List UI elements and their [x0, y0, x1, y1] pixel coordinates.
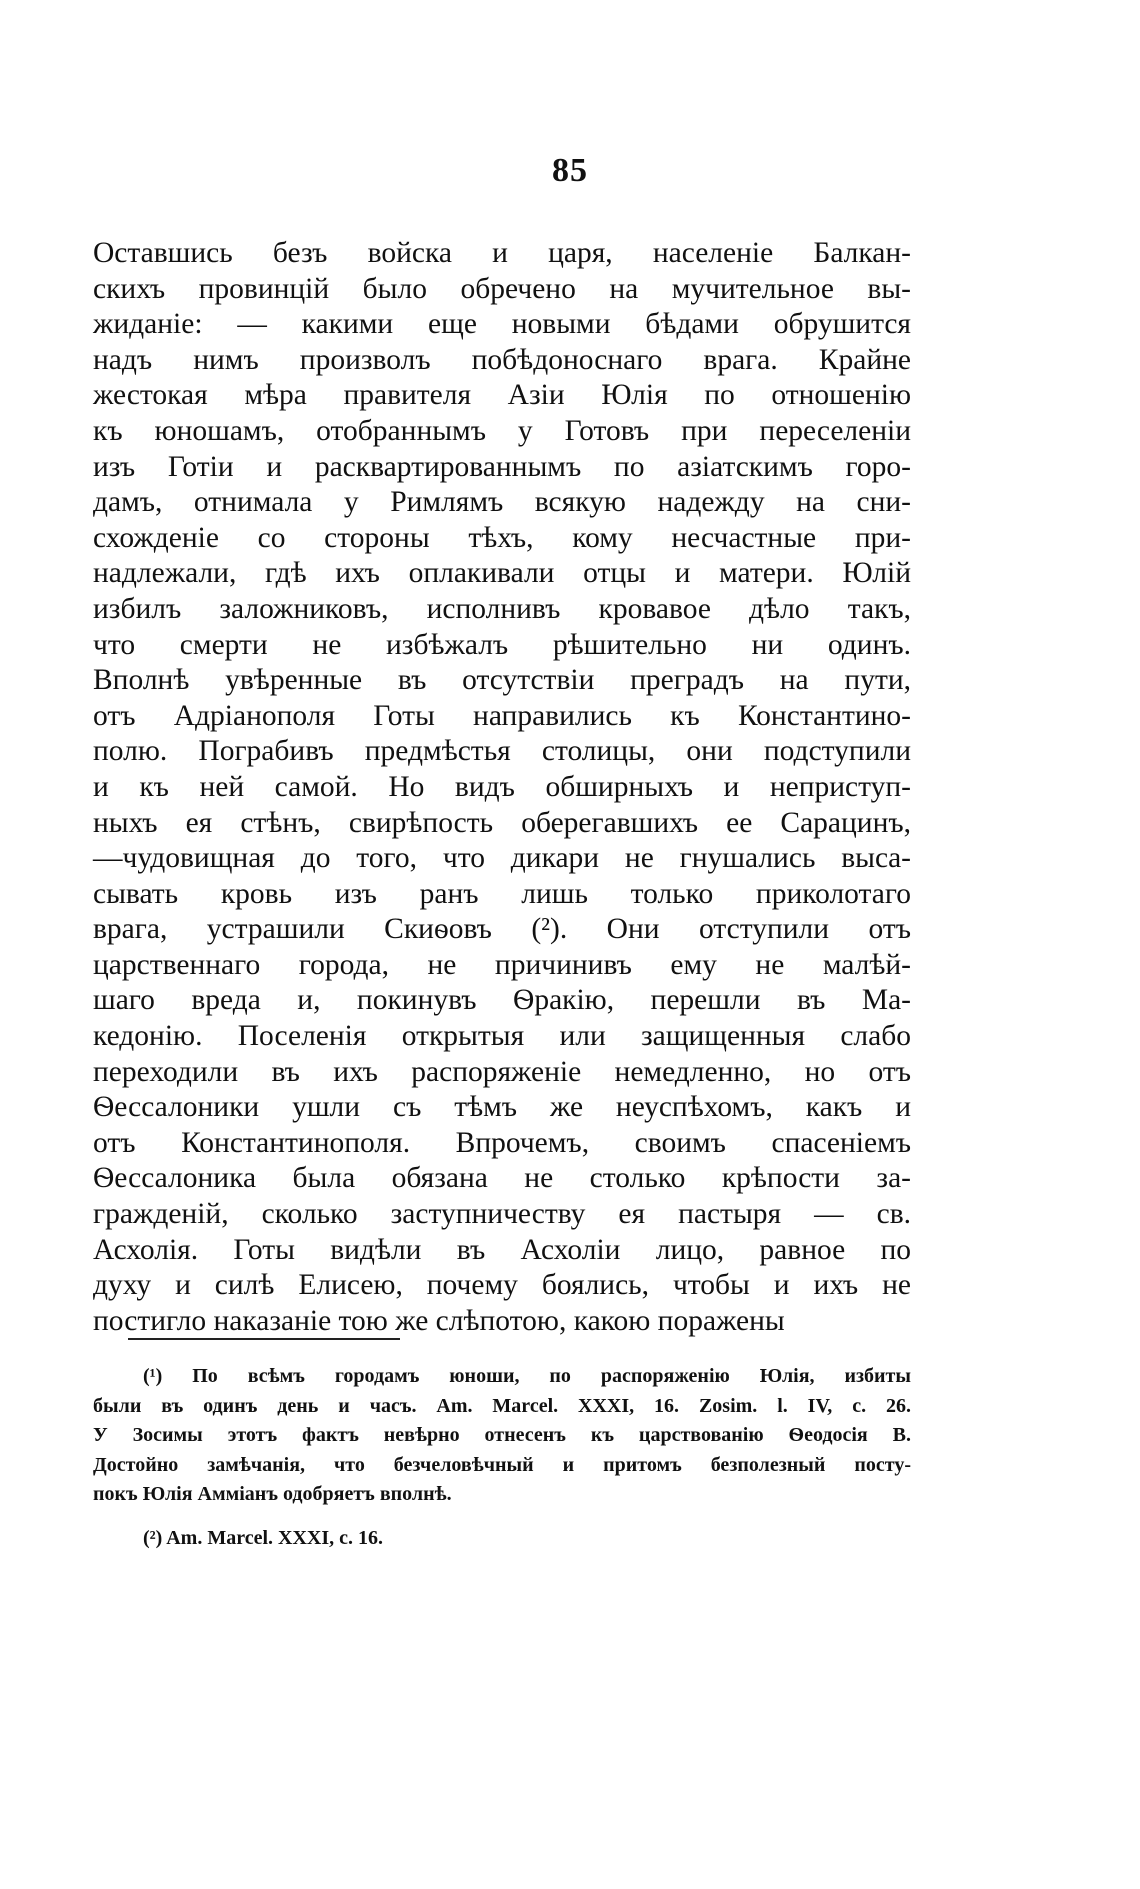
text-line: отъ Константинополя. Впрочемъ, своимъ спасенiемъ: [93, 1126, 911, 1159]
text-line: схожденiе со стороны тѣхъ, кому несчастные при-: [93, 521, 911, 554]
footnote-2: [93, 1524, 911, 1554]
footnote-divider: [128, 1338, 400, 1340]
footnote-1: [93, 1362, 911, 1510]
text-line: кедонiю. Поселенiя открытыя или защищенныя слабо: [93, 1020, 911, 1053]
footnote-line: (²) Am. Marcel. XXXI, c. 16.: [143, 1526, 384, 1549]
text-line: надлежали, гдѣ ихъ оплакивали отцы и матери. Юлiй: [93, 557, 911, 590]
text-line: ныхъ ея стѣнъ, свирѣпость оберегавшихъ ее Сарацинъ,: [93, 806, 911, 839]
text-line: Асхолiя. Готы видѣли въ Асхолiи лицо, равное по: [93, 1233, 911, 1266]
footnotes: [93, 1362, 911, 1553]
text-line: гражденiй, сколько заступничеству ея пастыря — св.: [93, 1198, 911, 1231]
text-line: жестокая мѣра правителя Азiи Юлiя по отношенiю: [93, 379, 911, 412]
text-line: изъ Готiи и расквартированнымъ по азiатскимъ горо-: [93, 450, 911, 483]
footnote-line: У Зосимы этотъ фактъ невѣрно отнесенъ къ царствованiю Ѳеодосiя В.: [93, 1424, 911, 1446]
text-line: и къ ней самой. Но видъ обширныхъ и неприступ-: [93, 770, 911, 803]
text-line: скихъ провинцiй было обречено на мучительное вы-: [93, 272, 911, 305]
footnote-line: (¹) По всѣмъ городамъ юноши, по распоряженiю Юлiя, избиты: [143, 1365, 911, 1387]
footnote-spacer: [93, 1510, 911, 1524]
text-line: переходили въ ихъ распоряженiе немедленно, но отъ: [93, 1055, 911, 1088]
footnote-line: покъ Юлiя Аммiанъ одобряетъ вполнѣ.: [93, 1483, 452, 1505]
text-line: отъ Адрiанополя Готы направились къ Константино-: [93, 699, 911, 732]
text-line: что смерти не избѣжалъ рѣшительно ни одинъ.: [93, 628, 911, 661]
text-line: Ѳессалоника была обязана не столько крѣпости за-: [93, 1162, 911, 1195]
text-line: шаго вреда и, покинувъ Ѳракiю, перешли въ Ма-: [93, 984, 911, 1017]
text-line: врага, устрашили Скиѳовъ (²). Они отступили отъ: [93, 913, 911, 946]
footnote-line: Достойно замѣчанiя, что безчеловѣчный и притомъ безполезный посту-: [93, 1453, 911, 1476]
text-line: полю. Пограбивъ предмѣстья столицы, они подступили: [93, 735, 911, 768]
text-line: Ѳессалоники ушли съ тѣмъ же неуспѣхомъ, какъ и: [93, 1091, 911, 1124]
footnote-line: были въ одинъ день и часъ. Am. Marcel. XXXI, 16. Zosim. l. IV, c. 26.: [93, 1394, 911, 1417]
text-line: постигло наказанiе тою же слѣпотою, какою поражены: [93, 1304, 785, 1337]
text-line: избилъ заложниковъ, исполнивъ кровавое дѣло такъ,: [93, 592, 911, 625]
text-line: —чудовищная до того, что дикари не гнушались высa-: [93, 842, 911, 875]
text-line: сывать кровь изъ ранъ лишь только приколотаго: [93, 877, 911, 910]
text-line: царственнаго города, не причинивъ ему не малѣй-: [93, 948, 911, 981]
text-line: Оставшись безъ войска и царя, населенiе Балкан-: [93, 237, 911, 269]
text-line: духу и силѣ Елисею, почему боялись, чтобы и ихъ не: [93, 1269, 911, 1302]
text-line: надъ нимъ произволъ побѣдоноснаго врага. Крайне: [93, 343, 911, 376]
main-text-body: [93, 236, 911, 1339]
text-line: дамъ, отнимала у Римлямъ всякую надежду на сни-: [93, 486, 911, 519]
text-line: Вполнѣ увѣренные въ отсутствiи преградъ на пути,: [93, 664, 911, 697]
text-line: къ юношамъ, отобраннымъ у Готовъ при переселенiи: [93, 414, 911, 447]
page-number: 85: [552, 152, 588, 189]
text-line: жиданiе: — какими еще новыми бѣдами обрушится: [93, 308, 911, 341]
